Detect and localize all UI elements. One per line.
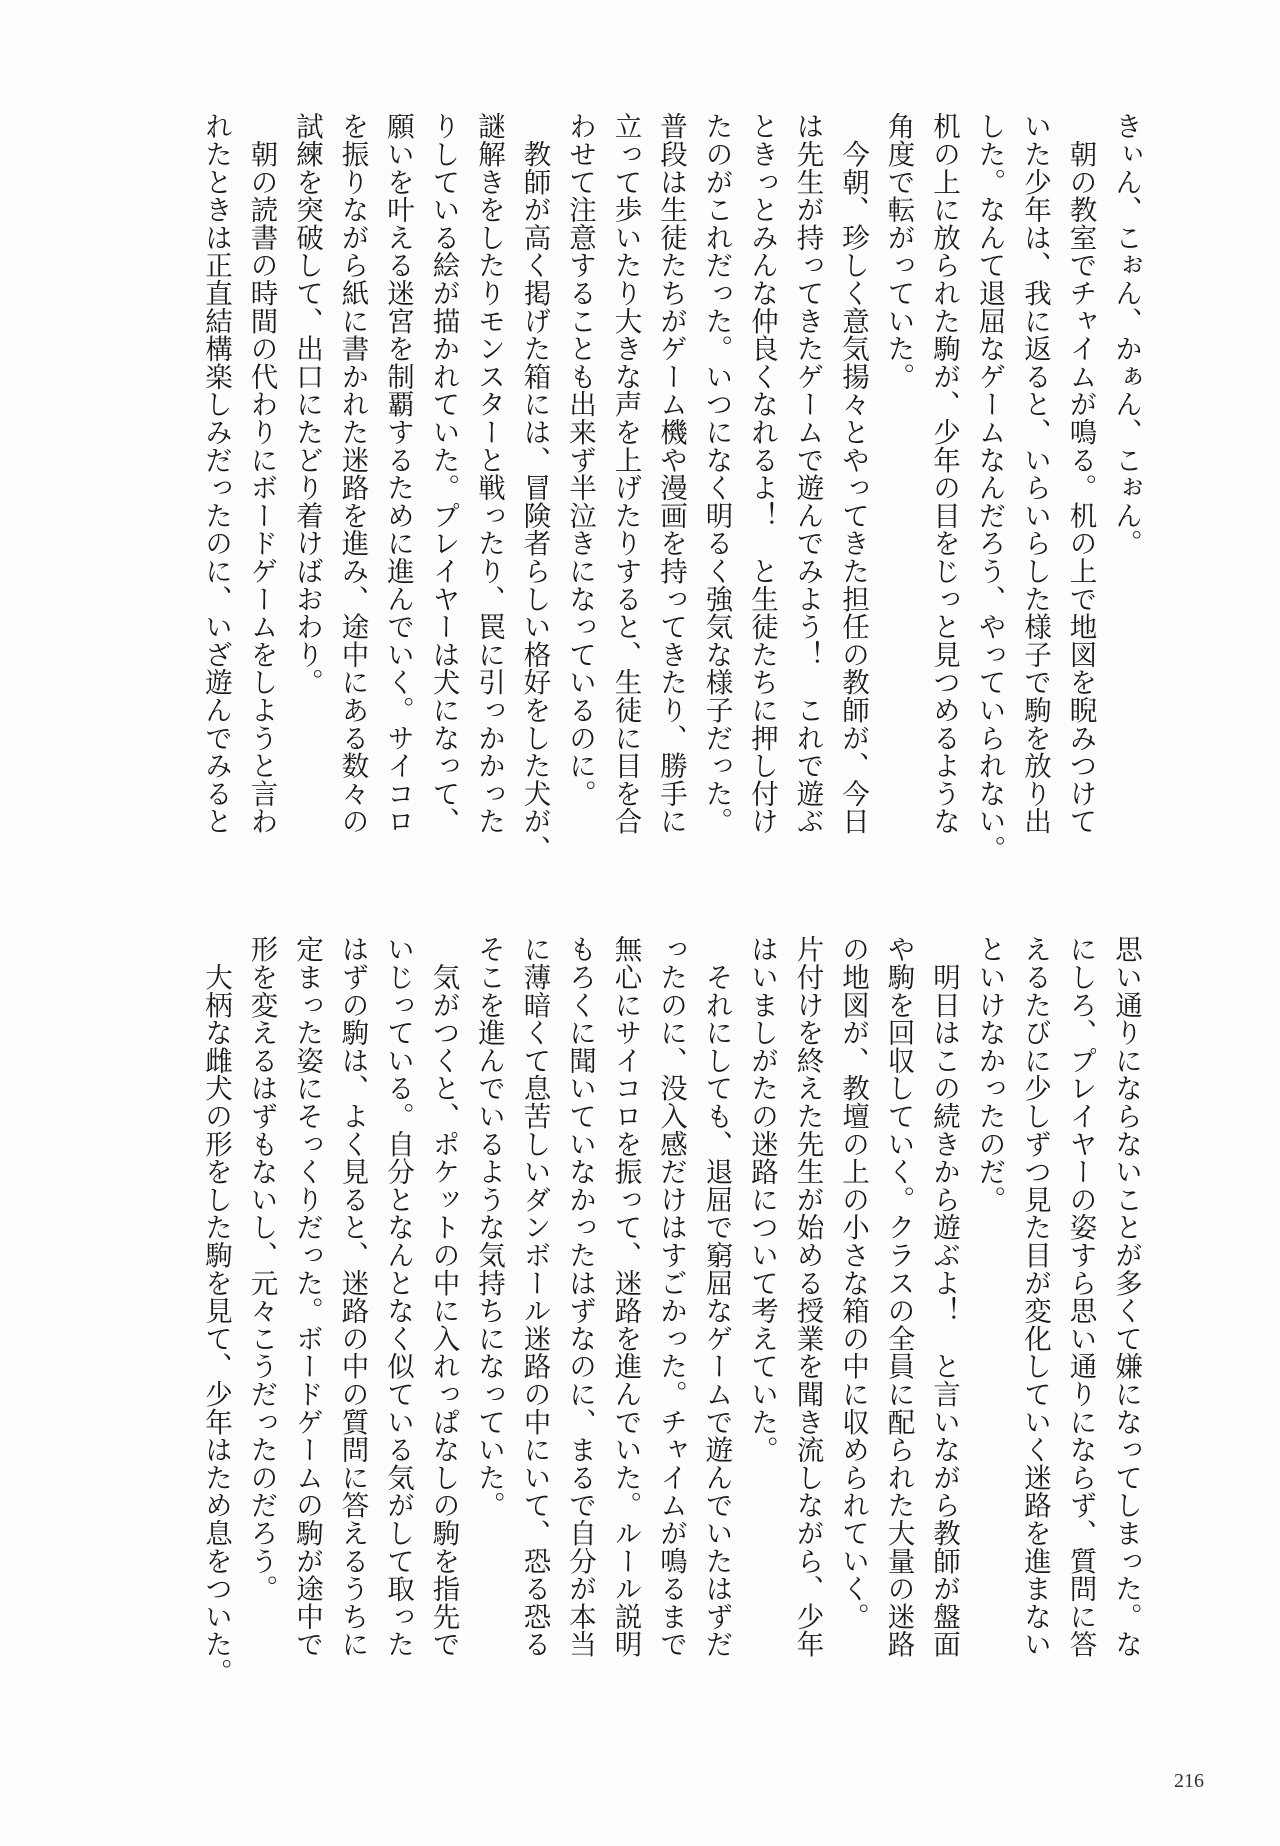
text-line: 無心にサイコロを振って、迷路を進んでいた。ルール説明 (609, 935, 642, 1658)
text-block-top (126, 112, 1148, 882)
text-line: 普段は生徒たちがゲーム機や漫画を持ってきたり、勝手に (655, 112, 687, 835)
text-line: 形を変えるはずもないし、元々こうだったのだろう。 (245, 935, 278, 1603)
text-line: 今朝、珍しく意気揚々とやってきた担任の教師が、今日 (837, 112, 869, 835)
text-line: 気がつくと、ポケットの中に入れっぱなしの駒を指先で (427, 935, 460, 1658)
text-line: 机の上に放られた駒が、少年の目をじっと見つめるような (928, 112, 960, 835)
text-line: 大柄な雌犬の形をした駒を見て、少年はため息をついた。 (200, 935, 232, 1686)
text-line: 試練を突破して、出口にたどり着けばおわり。 (291, 112, 323, 696)
text-line: はずの駒は、よく見ると、迷路の中の質問に答えるうちに (336, 935, 369, 1658)
text-line: した。なんて退屈なゲームなんだろう、やっていられない。 (973, 112, 1006, 863)
page-number: 216 (1174, 1770, 1204, 1792)
text-line: 片付けを終えた先生が始める授業を聞き流しながら、少年 (791, 935, 824, 1658)
text-line: たのがこれだった。いつになく明るく強気な様子だった。 (700, 112, 733, 835)
text-line: 明日はこの続きから遊ぶよ！ と言いながら教師が盤面 (928, 935, 960, 1658)
text-line: 教師が高く掲げた箱には、冒険者らしい格好をした犬が、 (518, 112, 551, 863)
text-line: いた少年は、我に返ると、いらいらした様子で駒を放り出 (1019, 112, 1051, 835)
text-line: 角度で転がっていた。 (882, 112, 915, 390)
text-line: わせて注意することも出来ず半泣きになっているのに。 (564, 112, 596, 807)
text-line: といけなかったのだ。 (973, 935, 1006, 1213)
text-line: 願いを叶える迷宮を制覇するために進んでいく。サイコロ (382, 112, 414, 835)
text-line: れたときは正直結構楽しみだったのに、いざ遊んでみると (200, 112, 232, 835)
text-line: の地図が、教壇の上の小さな箱の中に収められていく。 (837, 935, 869, 1630)
text-line: 朝の読書の時間の代わりにボードゲームをしようと言わ (245, 112, 278, 835)
text-line: いじっている。自分となんとなく似ている気がして取った (382, 935, 414, 1658)
text-line: 立って歩いたり大きな声を上げたりすると、生徒に目を合 (609, 112, 642, 835)
text-line: りしている絵が描かれていた。プレイヤーは犬になって、 (427, 112, 460, 835)
text-line: そこを進んでいるような気持ちになっていた。 (473, 935, 505, 1519)
text-line: えるたびに少しずつ見た目が変化していく迷路を進まない (1019, 935, 1051, 1658)
text-line: きぃん、こぉん、かぁん、こぉん。 (1110, 112, 1142, 557)
text-line: を振りながら紙に書かれた迷路を進み、途中にある数々の (336, 112, 369, 835)
text-line: 謎解きをしたりモンスターと戦ったり、罠に引っかかった (473, 112, 505, 835)
text-line: 定まった姿にそっくりだった。ボードゲームの駒が途中で (291, 935, 323, 1658)
text-line: にしろ、プレイヤーの姿すら思い通りにならず、質問に答 (1064, 935, 1097, 1658)
text-block-bottom (126, 935, 1148, 1705)
text-line: それにしても、退屈で窮屈なゲームで遊んでいたはずだ (700, 935, 733, 1658)
text-line: に薄暗くて息苦しいダンボール迷路の中にいて、恐る恐る (518, 935, 551, 1658)
text-line: はいましがたの迷路について考えていた。 (746, 935, 778, 1464)
text-line: ったのに、没入感だけはすごかった。チャイムが鳴るまで (655, 935, 687, 1658)
text-line: は先生が持ってきたゲームで遊んでみよう！ これで遊ぶ (791, 112, 824, 835)
text-line: 思い通りにならないことが多くて嫌になってしまった。な (1110, 935, 1142, 1658)
text-line: 朝の教室でチャイムが鳴る。机の上で地図を睨みつけて (1064, 112, 1097, 835)
text-line: や駒を回収していく。クラスの全員に配られた大量の迷路 (882, 935, 915, 1658)
text-line: ときっとみんな仲良くなれるよ！ と生徒たちに押し付け (746, 112, 778, 835)
text-line: もろくに聞いていなかったはずなのに、まるで自分が本当 (564, 935, 596, 1658)
